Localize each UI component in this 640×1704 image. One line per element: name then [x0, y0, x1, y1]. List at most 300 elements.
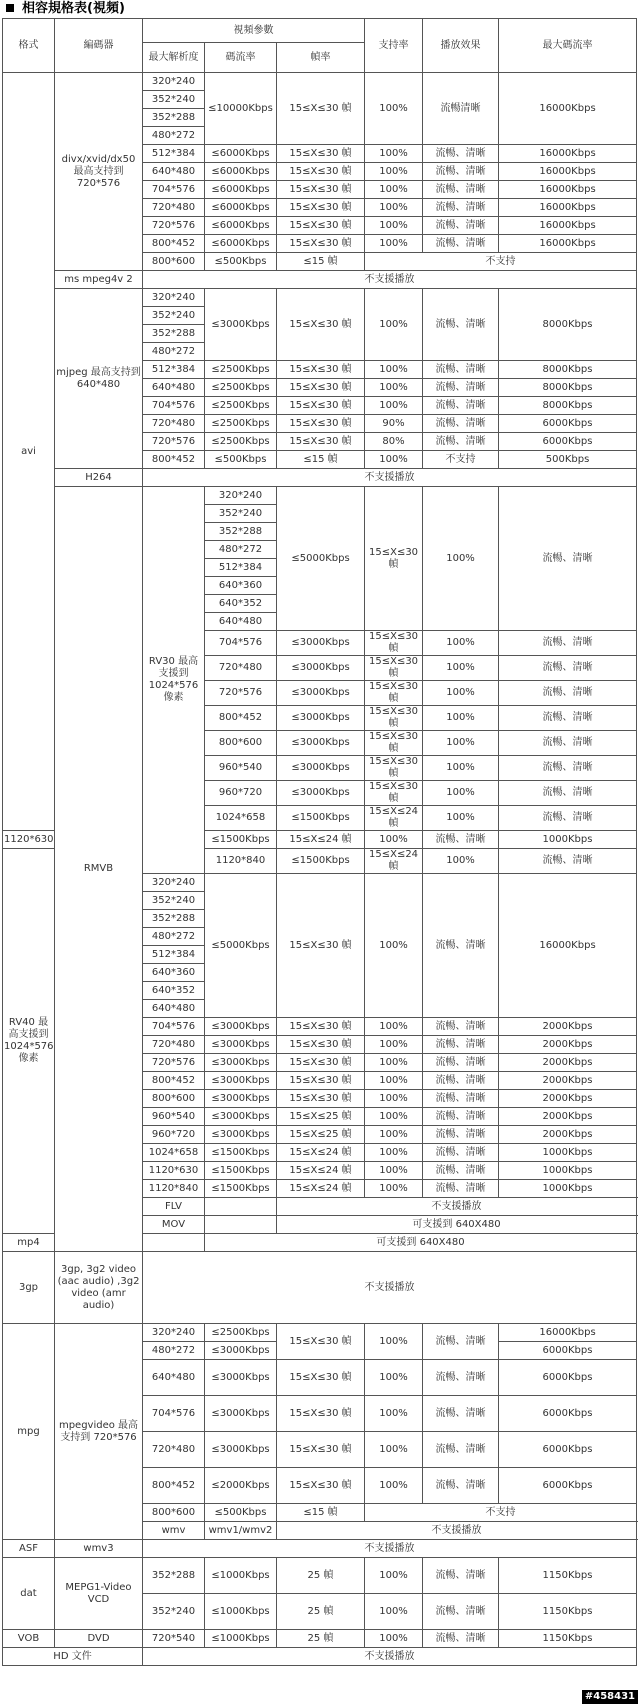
cell-rate: 100%: [423, 487, 499, 631]
cell-res: 352*240: [143, 307, 205, 325]
table-row: [3, 1540, 637, 1558]
cell-maxbitrate: 2000Kbps: [499, 1072, 637, 1090]
cell-res: 960*720: [205, 781, 277, 806]
cell-effect: 流暢、清晰: [499, 849, 637, 874]
cell-res: 960*720: [143, 1126, 205, 1144]
cell-effect: 流暢、清晰: [423, 235, 499, 253]
cell-fps: 15≤X≤30 幀: [277, 361, 365, 379]
cell-rate: 100%: [423, 849, 499, 874]
cell-effect: 流暢、清晰: [423, 1558, 499, 1594]
cell-note: 不支援播放: [143, 1648, 637, 1666]
cell-fps: ≤15 幀: [277, 1504, 365, 1522]
cell-maxbitrate: 6000Kbps: [499, 1432, 637, 1468]
cell-res: 480*272: [143, 1342, 205, 1360]
cell-res: 1120*840: [143, 1180, 205, 1198]
cell-rate: 100%: [365, 163, 423, 181]
cell-codec: ms mpeg4v 2: [55, 271, 143, 289]
cell-bitrate: ≤3000Kbps: [205, 1396, 277, 1432]
cell-res: 480*272: [143, 343, 205, 361]
cell-fps: 15≤X≤30 幀: [277, 199, 365, 217]
cell-effect: 流暢、清晰: [423, 831, 499, 849]
cell-format: dat: [3, 1558, 55, 1630]
table-row: [3, 1324, 637, 1342]
cell-maxbitrate: 16000Kbps: [499, 235, 637, 253]
cell-res: 640*480: [143, 1000, 205, 1018]
cell-codec: DVD: [55, 1630, 143, 1648]
cell-maxbitrate: 1150Kbps: [499, 1558, 637, 1594]
cell-bitrate: ≤3000Kbps: [205, 289, 277, 361]
cell-fps: 15≤X≤24 幀: [365, 849, 423, 874]
cell-codec: RV40 最高支援到 1024*576 像素: [3, 849, 55, 1234]
cell-effect: 流暢、清晰: [423, 1630, 499, 1648]
cell-rate: 100%: [365, 379, 423, 397]
cell-codec: mjpeg 最高支持到 640*480: [55, 289, 143, 469]
table-row: [3, 1252, 637, 1270]
cell-bitrate: ≤3000Kbps: [277, 656, 365, 681]
cell-fps: 15≤X≤30 幀: [277, 163, 365, 181]
cell-fps: 15≤X≤24 幀: [277, 1162, 365, 1180]
cell-fps: 15≤X≤30 幀: [277, 145, 365, 163]
cell-res: 800*452: [143, 1072, 205, 1090]
cell-codec: [205, 1216, 277, 1234]
cell-res: 704*576: [205, 631, 277, 656]
table-row: [3, 469, 637, 487]
cell-maxbitrate: 6000Kbps: [499, 1468, 637, 1504]
cell-bitrate: ≤1000Kbps: [205, 1594, 277, 1630]
cell-note: 不支援播放: [143, 1252, 637, 1324]
cell-maxbitrate: 1000Kbps: [499, 1180, 637, 1198]
compatibility-spec-table: [2, 18, 637, 1666]
cell-res: 640*480: [143, 1360, 205, 1396]
cell-rate: 100%: [365, 397, 423, 415]
cell-fps: 15≤X≤30 幀: [277, 1054, 365, 1072]
cell-maxbitrate: 2000Kbps: [499, 1108, 637, 1126]
cell-bitrate: ≤3000Kbps: [277, 731, 365, 756]
table-row: [3, 289, 637, 307]
cell-maxbitrate: 16000Kbps: [499, 217, 637, 235]
cell-bitrate: ≤2500Kbps: [205, 433, 277, 451]
cell-bitrate: ≤3000Kbps: [205, 1036, 277, 1054]
cell-codec: [205, 1198, 277, 1216]
cell-maxbitrate: 2000Kbps: [499, 1018, 637, 1036]
cell-effect: 流暢、清晰: [423, 379, 499, 397]
cell-res: 320*240: [143, 874, 205, 892]
cell-format: mpg: [3, 1324, 55, 1540]
cell-res: 720*540: [143, 1630, 205, 1648]
cell-maxbitrate: 6000Kbps: [499, 1396, 637, 1432]
cell-bitrate: ≤1500Kbps: [277, 849, 365, 874]
cell-maxbitrate: 2000Kbps: [499, 1090, 637, 1108]
cell-format: RMVB: [55, 487, 143, 1252]
cell-note: 不支援播放: [143, 1540, 637, 1558]
cell-rate: 100%: [365, 1018, 423, 1036]
cell-format: wmv: [143, 1522, 205, 1540]
cell-res: 720*576: [143, 217, 205, 235]
cell-rate: 100%: [365, 1396, 423, 1432]
cell-maxbitrate: 6000Kbps: [499, 415, 637, 433]
cell-res: 960*540: [205, 756, 277, 781]
cell-bitrate: ≤3000Kbps: [205, 1072, 277, 1090]
cell-note: 可支援到 640X480: [277, 1216, 637, 1234]
cell-fps: 15≤X≤30 幀: [365, 631, 423, 656]
cell-bitrate: ≤6000Kbps: [205, 163, 277, 181]
cell-maxbitrate: 1150Kbps: [499, 1594, 637, 1630]
cell-rate: 100%: [365, 217, 423, 235]
cell-note: 不支援播放: [143, 271, 637, 289]
cell-maxbitrate: 8000Kbps: [499, 379, 637, 397]
cell-format: MOV: [143, 1216, 205, 1234]
cell-res: 720*480: [143, 415, 205, 433]
cell-rate: 100%: [365, 831, 423, 849]
cell-bitrate: ≤2500Kbps: [205, 1324, 277, 1342]
cell-fps: 15≤X≤25 幀: [277, 1108, 365, 1126]
cell-bitrate: ≤6000Kbps: [205, 217, 277, 235]
cell-fps: 15≤X≤30 幀: [277, 181, 365, 199]
cell-effect: 流暢、清晰: [423, 1126, 499, 1144]
cell-fps: 15≤X≤30 幀: [277, 397, 365, 415]
cell-bitrate: ≤3000Kbps: [277, 781, 365, 806]
cell-fps: 15≤X≤30 幀: [277, 1072, 365, 1090]
cell-bitrate: ≤3000Kbps: [205, 1108, 277, 1126]
cell-res: 800*600: [205, 731, 277, 756]
cell-bitrate: ≤1500Kbps: [205, 1162, 277, 1180]
cell-maxbitrate: 6000Kbps: [499, 1360, 637, 1396]
cell-rate: 100%: [365, 1108, 423, 1126]
cell-effect: 流暢、清晰: [423, 145, 499, 163]
cell-maxbitrate: 2000Kbps: [499, 1126, 637, 1144]
cell-rate: 100%: [365, 1432, 423, 1468]
cell-bitrate: ≤5000Kbps: [277, 487, 365, 631]
cell-effect: 流暢、清晰: [423, 361, 499, 379]
cell-effect: 流暢、清晰: [423, 163, 499, 181]
cell-rate: 100%: [423, 731, 499, 756]
cell-bitrate: ≤1000Kbps: [205, 1558, 277, 1594]
cell-effect: 流暢、清晰: [423, 1432, 499, 1468]
cell-bitrate: ≤1500Kbps: [205, 1144, 277, 1162]
header-frame-rate: 幀率: [277, 43, 365, 73]
cell-codec: MEPG1-Video VCD: [55, 1558, 143, 1630]
cell-res: 352*240: [143, 91, 205, 109]
cell-bitrate: ≤500Kbps: [205, 1504, 277, 1522]
cell-bitrate: ≤6000Kbps: [205, 235, 277, 253]
cell-maxbitrate: 16000Kbps: [499, 874, 637, 1018]
cell-res: 800*452: [143, 235, 205, 253]
cell-maxbitrate: 16000Kbps: [499, 145, 637, 163]
cell-fps: 15≤X≤30 幀: [277, 433, 365, 451]
cell-fps: 15≤X≤30 幀: [365, 487, 423, 631]
cell-res: 352*288: [143, 109, 205, 127]
cell-effect: 流暢、清晰: [423, 874, 499, 1018]
cell-fps: 15≤X≤30 幀: [277, 1432, 365, 1468]
cell-maxbitrate: 16000Kbps: [499, 163, 637, 181]
cell-note: 不支援播放: [143, 469, 637, 487]
cell-bitrate: ≤6000Kbps: [205, 199, 277, 217]
cell-rate: 100%: [365, 289, 423, 361]
cell-bitrate: ≤3000Kbps: [205, 1360, 277, 1396]
cell-codec: wmv1/wmv2: [205, 1522, 277, 1540]
cell-res: 320*240: [143, 1324, 205, 1342]
cell-codec: [143, 1234, 205, 1252]
cell-bitrate: ≤2500Kbps: [205, 415, 277, 433]
cell-codec: RV30 最高支援到 1024*576 像素: [143, 487, 205, 874]
header-playback: 播放效果: [423, 19, 499, 73]
cell-res: 704*576: [143, 181, 205, 199]
cell-fps: 15≤X≤24 幀: [365, 806, 423, 831]
cell-res: 1120*630: [3, 831, 55, 849]
cell-fps: 15≤X≤30 幀: [365, 656, 423, 681]
page-title-text: 相容規格表(視頻): [22, 1, 125, 16]
cell-fps: 15≤X≤30 幀: [277, 1468, 365, 1504]
cell-fps: 15≤X≤30 幀: [277, 1396, 365, 1432]
table-row: [3, 271, 637, 289]
cell-res: 320*240: [143, 289, 205, 307]
cell-fps: 15≤X≤30 幀: [277, 1036, 365, 1054]
page-title: [4, 0, 125, 18]
cell-rate: 100%: [365, 1090, 423, 1108]
cell-maxbitrate: 500Kbps: [499, 451, 637, 469]
table-row: [3, 1558, 637, 1576]
cell-rate: 100%: [365, 235, 423, 253]
cell-bitrate: ≤3000Kbps: [277, 756, 365, 781]
cell-res: 704*576: [143, 397, 205, 415]
cell-res: 800*600: [143, 1504, 205, 1522]
cell-bitrate: ≤5000Kbps: [205, 874, 277, 1018]
cell-codec: 3gp, 3g2 video (aac audio) ,3g2 video (amr audio): [55, 1252, 143, 1324]
cell-maxbitrate: 16000Kbps: [499, 199, 637, 217]
cell-effect: 流暢、清晰: [423, 1144, 499, 1162]
cell-effect: 不支持: [365, 1504, 637, 1522]
cell-maxbitrate: 8000Kbps: [499, 289, 637, 361]
cell-bitrate: ≤1500Kbps: [277, 806, 365, 831]
cell-effect: 流暢、清晰: [499, 656, 637, 681]
cell-effect: 流暢、清晰: [499, 706, 637, 731]
cell-res: 640*480: [143, 379, 205, 397]
cell-rate: 100%: [365, 1360, 423, 1396]
cell-fps: 15≤X≤30 幀: [277, 1360, 365, 1396]
cell-res: 480*272: [205, 541, 277, 559]
cell-effect: 流暢、清晰: [423, 1180, 499, 1198]
cell-rate: 100%: [365, 874, 423, 1018]
cell-res: 640*480: [205, 613, 277, 631]
header-format: 格式: [3, 19, 55, 73]
cell-effect: 流暢、清晰: [499, 731, 637, 756]
cell-res: 800*600: [143, 253, 205, 271]
cell-rate: 100%: [423, 681, 499, 706]
cell-rate: 90%: [365, 415, 423, 433]
cell-effect: 流暢清晰: [423, 73, 499, 145]
cell-rate: 100%: [365, 361, 423, 379]
cell-rate: 100%: [365, 1144, 423, 1162]
cell-fps: 15≤X≤30 幀: [365, 756, 423, 781]
cell-res: 640*352: [205, 595, 277, 613]
cell-format: 3gp: [3, 1252, 55, 1324]
cell-codec: divx/xvid/dx50 最高支持到 720*576: [55, 73, 143, 271]
cell-bitrate: ≤3000Kbps: [277, 681, 365, 706]
cell-res: 720*480: [143, 1036, 205, 1054]
cell-res: 720*480: [143, 199, 205, 217]
cell-effect: 流暢、清晰: [423, 1162, 499, 1180]
cell-note: 不支援播放: [277, 1198, 637, 1216]
cell-note: 不支援播放: [277, 1522, 637, 1540]
cell-fps: 15≤X≤30 幀: [277, 415, 365, 433]
cell-bitrate: ≤3000Kbps: [205, 1090, 277, 1108]
cell-fps: 15≤X≤30 幀: [365, 681, 423, 706]
cell-codec: H264: [55, 469, 143, 487]
cell-effect: 流暢、清晰: [423, 1036, 499, 1054]
cell-effect: 流暢、清晰: [423, 1072, 499, 1090]
cell-rate: 80%: [365, 433, 423, 451]
cell-effect: 流暢、清晰: [499, 781, 637, 806]
header-support-rate: 支持率: [365, 19, 423, 73]
cell-format: FLV: [143, 1198, 205, 1216]
cell-fps: 25 幀: [277, 1558, 365, 1594]
cell-fps: 15≤X≤30 幀: [277, 379, 365, 397]
cell-effect: 不支持: [423, 451, 499, 469]
cell-fps: 15≤X≤30 幀: [365, 781, 423, 806]
cell-res: 720*576: [143, 1054, 205, 1072]
cell-effect: 流暢、清晰: [423, 1468, 499, 1504]
cell-res: 640*360: [205, 577, 277, 595]
cell-rate: 100%: [365, 1072, 423, 1090]
cell-bitrate: ≤3000Kbps: [205, 1054, 277, 1072]
cell-maxbitrate: 16000Kbps: [499, 181, 637, 199]
cell-res: 352*288: [143, 910, 205, 928]
cell-effect: 流暢、清晰: [423, 1360, 499, 1396]
table-row: [3, 73, 637, 91]
cell-res: 720*480: [205, 656, 277, 681]
cell-res: 1024*658: [143, 1144, 205, 1162]
cell-fps: ≤15 幀: [277, 451, 365, 469]
cell-res: 1120*630: [143, 1162, 205, 1180]
cell-fps: 15≤X≤24 幀: [277, 1180, 365, 1198]
cell-format: ASF: [3, 1540, 55, 1558]
cell-rate: 100%: [365, 145, 423, 163]
cell-fps: 15≤X≤30 幀: [365, 706, 423, 731]
cell-rate: 100%: [365, 1594, 423, 1630]
cell-fps: 15≤X≤30 幀: [277, 1018, 365, 1036]
cell-bitrate: ≤3000Kbps: [205, 1018, 277, 1036]
cell-maxbitrate: 16000Kbps: [499, 1324, 637, 1342]
cell-bitrate: ≤2500Kbps: [205, 397, 277, 415]
cell-effect: 流暢、清晰: [423, 1090, 499, 1108]
cell-res: 720*480: [143, 1432, 205, 1468]
cell-format: mp4: [3, 1234, 55, 1252]
cell-codec: wmv3: [55, 1540, 143, 1558]
cell-res: 512*384: [205, 559, 277, 577]
cell-res: 1024*658: [205, 806, 277, 831]
cell-fps: 15≤X≤30 幀: [277, 73, 365, 145]
cell-fps: 15≤X≤24 幀: [277, 1144, 365, 1162]
cell-rate: 100%: [423, 706, 499, 731]
cell-bitrate: ≤500Kbps: [205, 451, 277, 469]
cell-res: 352*240: [143, 892, 205, 910]
cell-res: 800*452: [205, 706, 277, 731]
square-bullet-icon: [6, 4, 14, 12]
cell-rate: 100%: [365, 1324, 423, 1360]
cell-effect: 流暢、清晰: [423, 199, 499, 217]
cell-res: 320*240: [205, 487, 277, 505]
cell-bitrate: ≤3000Kbps: [205, 1126, 277, 1144]
cell-effect: 不支持: [365, 253, 637, 271]
cell-fps: 15≤X≤30 幀: [277, 217, 365, 235]
cell-bitrate: ≤1500Kbps: [205, 1180, 277, 1198]
cell-rate: 100%: [365, 1630, 423, 1648]
cell-fps: 15≤X≤30 幀: [277, 289, 365, 361]
cell-res: 640*352: [143, 982, 205, 1000]
cell-rate: 100%: [423, 656, 499, 681]
cell-res: 352*240: [205, 505, 277, 523]
cell-res: 512*384: [143, 946, 205, 964]
cell-effect: 流暢、清晰: [423, 1054, 499, 1072]
cell-bitrate: ≤10000Kbps: [205, 73, 277, 145]
cell-bitrate: ≤1000Kbps: [205, 1630, 277, 1648]
cell-bitrate: ≤2500Kbps: [205, 379, 277, 397]
cell-maxbitrate: 8000Kbps: [499, 397, 637, 415]
header-bitrate: 碼流率: [205, 43, 277, 73]
cell-maxbitrate: 1000Kbps: [499, 1144, 637, 1162]
cell-res: 512*384: [143, 361, 205, 379]
cell-rate: 100%: [365, 199, 423, 217]
cell-effect: 流暢、清晰: [423, 289, 499, 361]
cell-res: 800*452: [143, 451, 205, 469]
cell-maxbitrate: 16000Kbps: [499, 73, 637, 145]
cell-fps: 15≤X≤30 幀: [365, 731, 423, 756]
cell-codec: mpegvideo 最高支持到 720*576: [55, 1324, 143, 1540]
table-row: [3, 487, 637, 505]
cell-res: 320*240: [143, 73, 205, 91]
cell-effect: 流暢、清晰: [423, 397, 499, 415]
cell-effect: 流暢、清晰: [499, 631, 637, 656]
cell-rate: 100%: [365, 73, 423, 145]
cell-effect: 流暢、清晰: [423, 1396, 499, 1432]
cell-fps: ≤15 幀: [277, 253, 365, 271]
cell-effect: 流暢、清晰: [423, 181, 499, 199]
cell-rate: 100%: [365, 451, 423, 469]
cell-effect: 流暢、清晰: [423, 1018, 499, 1036]
cell-rate: 100%: [423, 631, 499, 656]
cell-res: 640*360: [143, 964, 205, 982]
table-header: [3, 19, 637, 73]
cell-rate: 100%: [365, 181, 423, 199]
cell-rate: 100%: [365, 1126, 423, 1144]
cell-bitrate: ≤3000Kbps: [205, 1432, 277, 1468]
cell-effect: 流暢、清晰: [423, 1594, 499, 1630]
cell-res: 960*540: [143, 1108, 205, 1126]
cell-rate: 100%: [365, 1180, 423, 1198]
cell-fps: 15≤X≤30 幀: [277, 235, 365, 253]
cell-res: 352*240: [143, 1594, 205, 1630]
cell-res: 1120*840: [205, 849, 277, 874]
table-row: [3, 1648, 637, 1666]
cell-rate: 100%: [365, 1054, 423, 1072]
cell-format: VOB: [3, 1630, 55, 1648]
cell-effect: 流暢、清晰: [499, 487, 637, 631]
cell-maxbitrate: 2000Kbps: [499, 1036, 637, 1054]
cell-fps: 15≤X≤25 幀: [277, 1126, 365, 1144]
cell-rate: 100%: [365, 1468, 423, 1504]
cell-bitrate: ≤6000Kbps: [205, 145, 277, 163]
cell-fps: 15≤X≤30 幀: [277, 1090, 365, 1108]
cell-effect: 流暢、清晰: [499, 756, 637, 781]
cell-res: 720*576: [143, 433, 205, 451]
cell-res: 480*272: [143, 127, 205, 145]
cell-format: HD 文件: [3, 1648, 143, 1666]
cell-effect: 流暢、清晰: [423, 1108, 499, 1126]
cell-maxbitrate: 6000Kbps: [499, 1342, 637, 1360]
cell-bitrate: ≤2000Kbps: [205, 1468, 277, 1504]
cell-effect: 流暢、清晰: [423, 415, 499, 433]
cell-res: 800*600: [143, 1090, 205, 1108]
